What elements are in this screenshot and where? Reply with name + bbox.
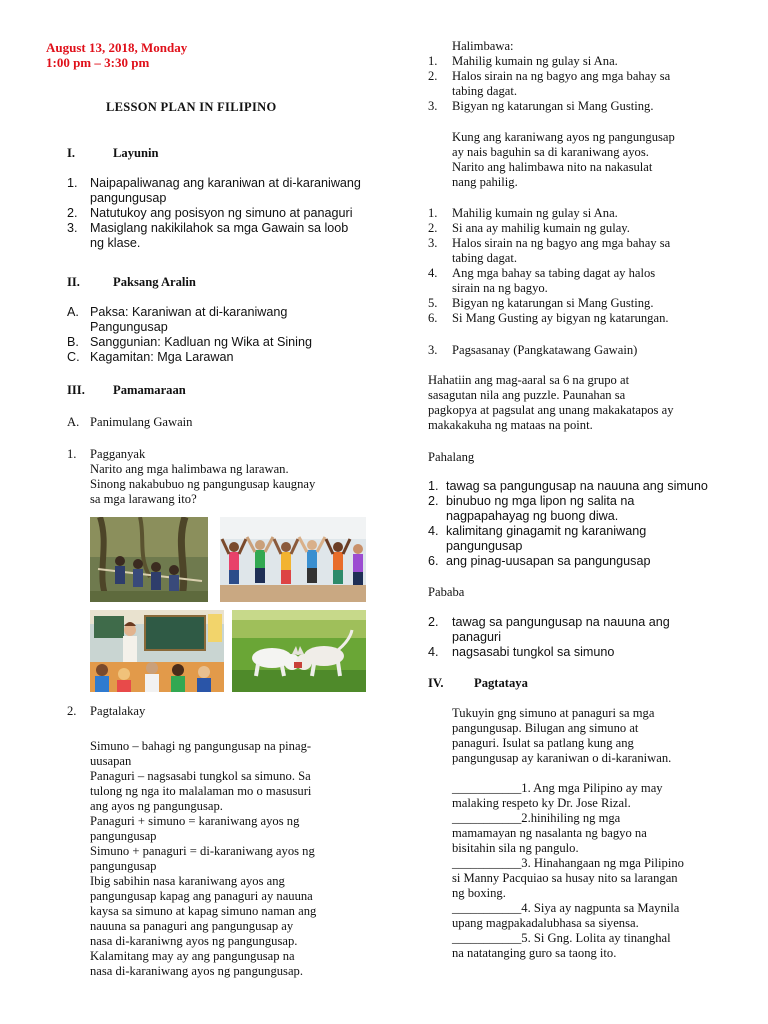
photo-tug-of-war — [90, 517, 208, 602]
example-item-text: Si Mang Gusting ay bigyan ng katarungan. — [452, 311, 669, 325]
pagtataya-item-line: ___________3. Hinahangaan ng mga Pilipino — [452, 856, 684, 870]
topic-item-number: C. — [67, 350, 80, 364]
pagtalakay-line: nasa di-karaniwang ayos ng pangungusap. — [90, 964, 303, 978]
example-item-text: Halos sirain na ng bagyo ang mga bahay sa — [452, 236, 671, 250]
lesson-date: August 13, 2018, Monday — [46, 40, 188, 55]
pahalang-item-text: nagpapahayag ng buong diwa. — [446, 509, 619, 523]
photo-classroom — [90, 610, 224, 692]
section-1-title: Layunin — [113, 146, 159, 160]
section-3-title: Pamamaraan — [113, 383, 186, 397]
pagganyak-title: Pagganyak — [90, 447, 146, 461]
pagtataya-item-line: na natatanging guro sa taong ito. — [452, 946, 617, 960]
pagtataya-instruction-line: Tukuyin gng simuno at panaguri sa mga — [452, 706, 655, 720]
pagtalakay-number: 2. — [67, 704, 77, 718]
objective-item-text: ng klase. — [90, 236, 141, 250]
explanation-line: nang pahilig. — [452, 175, 518, 189]
pagtalakay-line: pangungusap — [90, 859, 157, 873]
pagtataya-item-line: si Manny Pacquiao sa husay nito sa larangan — [452, 871, 678, 885]
pahalang-item-number: 6. — [428, 554, 439, 568]
example-item-number: 6. — [428, 311, 438, 325]
pagtataya-item-line: ___________5. Si Gng. Lolita ay tinanghal — [452, 931, 671, 945]
explanation-line: ay nais baguhin sa di karaniwang ayos. — [452, 145, 649, 159]
pahalang-item-text: pangungusap — [446, 539, 523, 553]
pagganyak-line: Sinong nakabubuo ng pangungusap kaugnay — [90, 477, 316, 491]
section-1-number: I. — [67, 146, 76, 160]
objective-item-text: Masiglang nakikilahok sa mga Gawain sa loob — [90, 221, 349, 235]
topic-item-number: A. — [67, 305, 79, 319]
example-item-text: tabing dagat. — [452, 251, 518, 265]
objective-item-number: 1. — [67, 176, 78, 190]
pababa-item-text: tawag sa pangungusap na nauuna ang — [452, 615, 670, 629]
pagtalakay-line: pangungusap kapag ang panaguri ay nauuna — [90, 889, 313, 903]
topic-item-text: Pangungusap — [90, 320, 168, 334]
pababa-title: Pababa — [428, 585, 465, 599]
photo-dogs — [232, 610, 366, 692]
pagtalakay-line: Simuno – bahagi ng pangungusap na pinag- — [90, 739, 312, 753]
example-item-number: 1. — [428, 206, 438, 220]
topic-item-number: B. — [67, 335, 79, 349]
pagsasanay-title: Pagsasanay (Pangkatawang Gawain) — [452, 343, 638, 357]
pagtalakay-line: ang ayos ng pangungusap. — [90, 799, 223, 813]
example-item-text: Mahilig kumain ng gulay si Ana. — [452, 54, 618, 68]
section-2-title: Paksang Aralin — [113, 275, 196, 289]
topic-item-text: Paksa: Karaniwan at di-karaniwang — [90, 305, 288, 319]
pagganyak-line: sa mga larawang ito? — [90, 492, 197, 506]
pagtalakay-line: kaysa sa simuno at kapag simuno naman ang — [90, 904, 317, 918]
example-item-text: Halos sirain na ng bagyo ang mga bahay sa — [452, 69, 671, 83]
pagganyak-number: 1. — [67, 447, 77, 461]
pagtalakay-line: Panaguri – nagsasabi tungkol sa simuno. Sa — [90, 769, 311, 783]
objective-item-text: Naipapaliwanag ang karaniwan at di-karaniwang — [90, 176, 361, 190]
example-item-number: 1. — [428, 54, 438, 68]
subsection-a-title: Panimulang Gawain — [90, 415, 193, 429]
pahalang-title: Pahalang — [428, 450, 475, 464]
instruction-line: sasagutan nila ang puzzle. Paunahan sa — [428, 388, 626, 402]
pababa-item-text: nagsasabi tungkol sa simuno — [452, 645, 615, 659]
pagtalakay-title: Pagtalakay — [90, 704, 146, 718]
pagsasanay-number: 3. — [428, 343, 438, 357]
section-3-number: III. — [67, 383, 85, 397]
pagtataya-instruction-line: panaguri. Isulat sa patlang kung ang — [452, 736, 634, 750]
pababa-item-number: 2. — [428, 615, 439, 629]
objective-item-number: 3. — [67, 221, 78, 235]
lesson-time: 1:00 pm – 3:30 pm — [46, 55, 150, 70]
pagtataya-item-line: bisitahin sila ng pangulo. — [452, 841, 579, 855]
pababa-item-text: panaguri — [452, 630, 502, 644]
pahalang-item-text: kalimitang ginagamit ng karaniwang — [446, 524, 647, 538]
objective-item-text: Natutukoy ang posisyon ng simuno at panaguri — [90, 206, 353, 220]
pagtataya-item-line: malaking respeto ky Dr. Jose Rizal. — [452, 796, 631, 810]
example-item-text: Bigyan ng katarungan si Mang Gusting. — [452, 296, 654, 310]
example-item-number: 5. — [428, 296, 438, 310]
pagtataya-item-line: ___________2.hinihiling ng mga — [452, 811, 621, 825]
example-item-text: Si ana ay mahilig kumain ng gulay. — [452, 221, 630, 235]
section-2-number: II. — [67, 275, 80, 289]
subsection-a-number: A. — [67, 415, 80, 429]
pagtataya-item-line: ___________4. Siya ay nagpunta sa Maynila — [452, 901, 680, 915]
pagtalakay-line: nasa di-karaniwng ayos ng pangungusap. — [90, 934, 298, 948]
pagtalakay-line: Panaguri + simuno = karaniwang ayos ng — [90, 814, 300, 828]
page-title: LESSON PLAN IN FILIPINO — [106, 100, 277, 114]
explanation-line: Narito ang halimbawa nito na nakasulat — [452, 160, 653, 174]
example-item-number: 2. — [428, 221, 438, 235]
pahalang-item-text: ang pinag-uusapan sa pangungusap — [446, 554, 651, 568]
topic-item-text: Kagamitan: Mga Larawan — [90, 350, 234, 364]
pagganyak-line: Narito ang mga halimbawa ng larawan. — [90, 462, 289, 476]
pagtataya-instruction-line: pangungusap. Bilugan ang simuno at — [452, 721, 639, 735]
pagtataya-item-line: ___________1. Ang mga Pilipino ay may — [452, 781, 663, 795]
pahalang-item-text: tawag sa pangungusap na nauuna ang simuno — [446, 479, 708, 493]
example-item-number: 2. — [428, 69, 438, 83]
topic-item-text: Sanggunian: Kadluan ng Wika at Sining — [90, 335, 312, 349]
pagtataya-instruction-line: pangungusap ay karaniwan o di-karaniwan. — [452, 751, 672, 765]
example-item-text: sirain na ng bagyo. — [452, 281, 548, 295]
pababa-item-number: 4. — [428, 645, 439, 659]
explanation-line: Kung ang karaniwang ayos ng pangungusap — [452, 130, 675, 144]
pagtalakay-line: Kalamitang may ay ang pangungusap na — [90, 949, 295, 963]
section-4-number: IV. — [428, 676, 444, 690]
pagtataya-item-line: ng boxing. — [452, 886, 506, 900]
pagtalakay-line: uusapan — [90, 754, 132, 768]
section-4-title: Pagtataya — [474, 676, 528, 690]
example-item-text: Bigyan ng katarungan si Mang Gusting. — [452, 99, 654, 113]
example-item-text: Mahilig kumain ng gulay si Ana. — [452, 206, 618, 220]
instruction-line: makakakuha ng mataas na point. — [428, 418, 593, 432]
example-item-number: 4. — [428, 266, 438, 280]
example-item-number: 3. — [428, 99, 438, 113]
pagtalakay-line: Simuno + panaguri = di-karaniwang ayos ng — [90, 844, 315, 858]
pagtalakay-line: Ibig sabihin nasa karaniwang ayos ang — [90, 874, 285, 888]
example-item-number: 3. — [428, 236, 438, 250]
photo-dancing-kids — [220, 517, 366, 602]
example-item-text: Ang mga bahay sa tabing dagat ay halos — [452, 266, 656, 280]
halimbawa-label: Halimbawa: — [452, 39, 514, 53]
objective-item-text: pangungusap — [90, 191, 167, 205]
pagtalakay-line: pangungusap — [90, 829, 157, 843]
objective-item-number: 2. — [67, 206, 78, 220]
instruction-line: Hahatiin ang mag-aaral sa 6 na grupo at — [428, 373, 630, 387]
example-item-text: tabing dagat. — [452, 84, 518, 98]
instruction-line: pagkopya at pagsulat ang unang makakatapos ay — [428, 403, 674, 417]
pagtalakay-line: tulong ng nga ito malalaman mo o masusuri — [90, 784, 312, 798]
pagtataya-item-line: mamamayan ng nasalanta ng bagyo na — [452, 826, 647, 840]
pagtalakay-line: nauuna sa panaguri ang pangungusap ay — [90, 919, 294, 933]
pagtataya-item-line: upang magpakadalubhasa sa siyensa. — [452, 916, 639, 930]
pahalang-item-number: 2. — [428, 494, 439, 508]
pahalang-item-text: binubuo ng mga lipon ng salita na — [446, 494, 635, 508]
pahalang-item-number: 4. — [428, 524, 439, 538]
pahalang-item-number: 1. — [428, 479, 439, 493]
